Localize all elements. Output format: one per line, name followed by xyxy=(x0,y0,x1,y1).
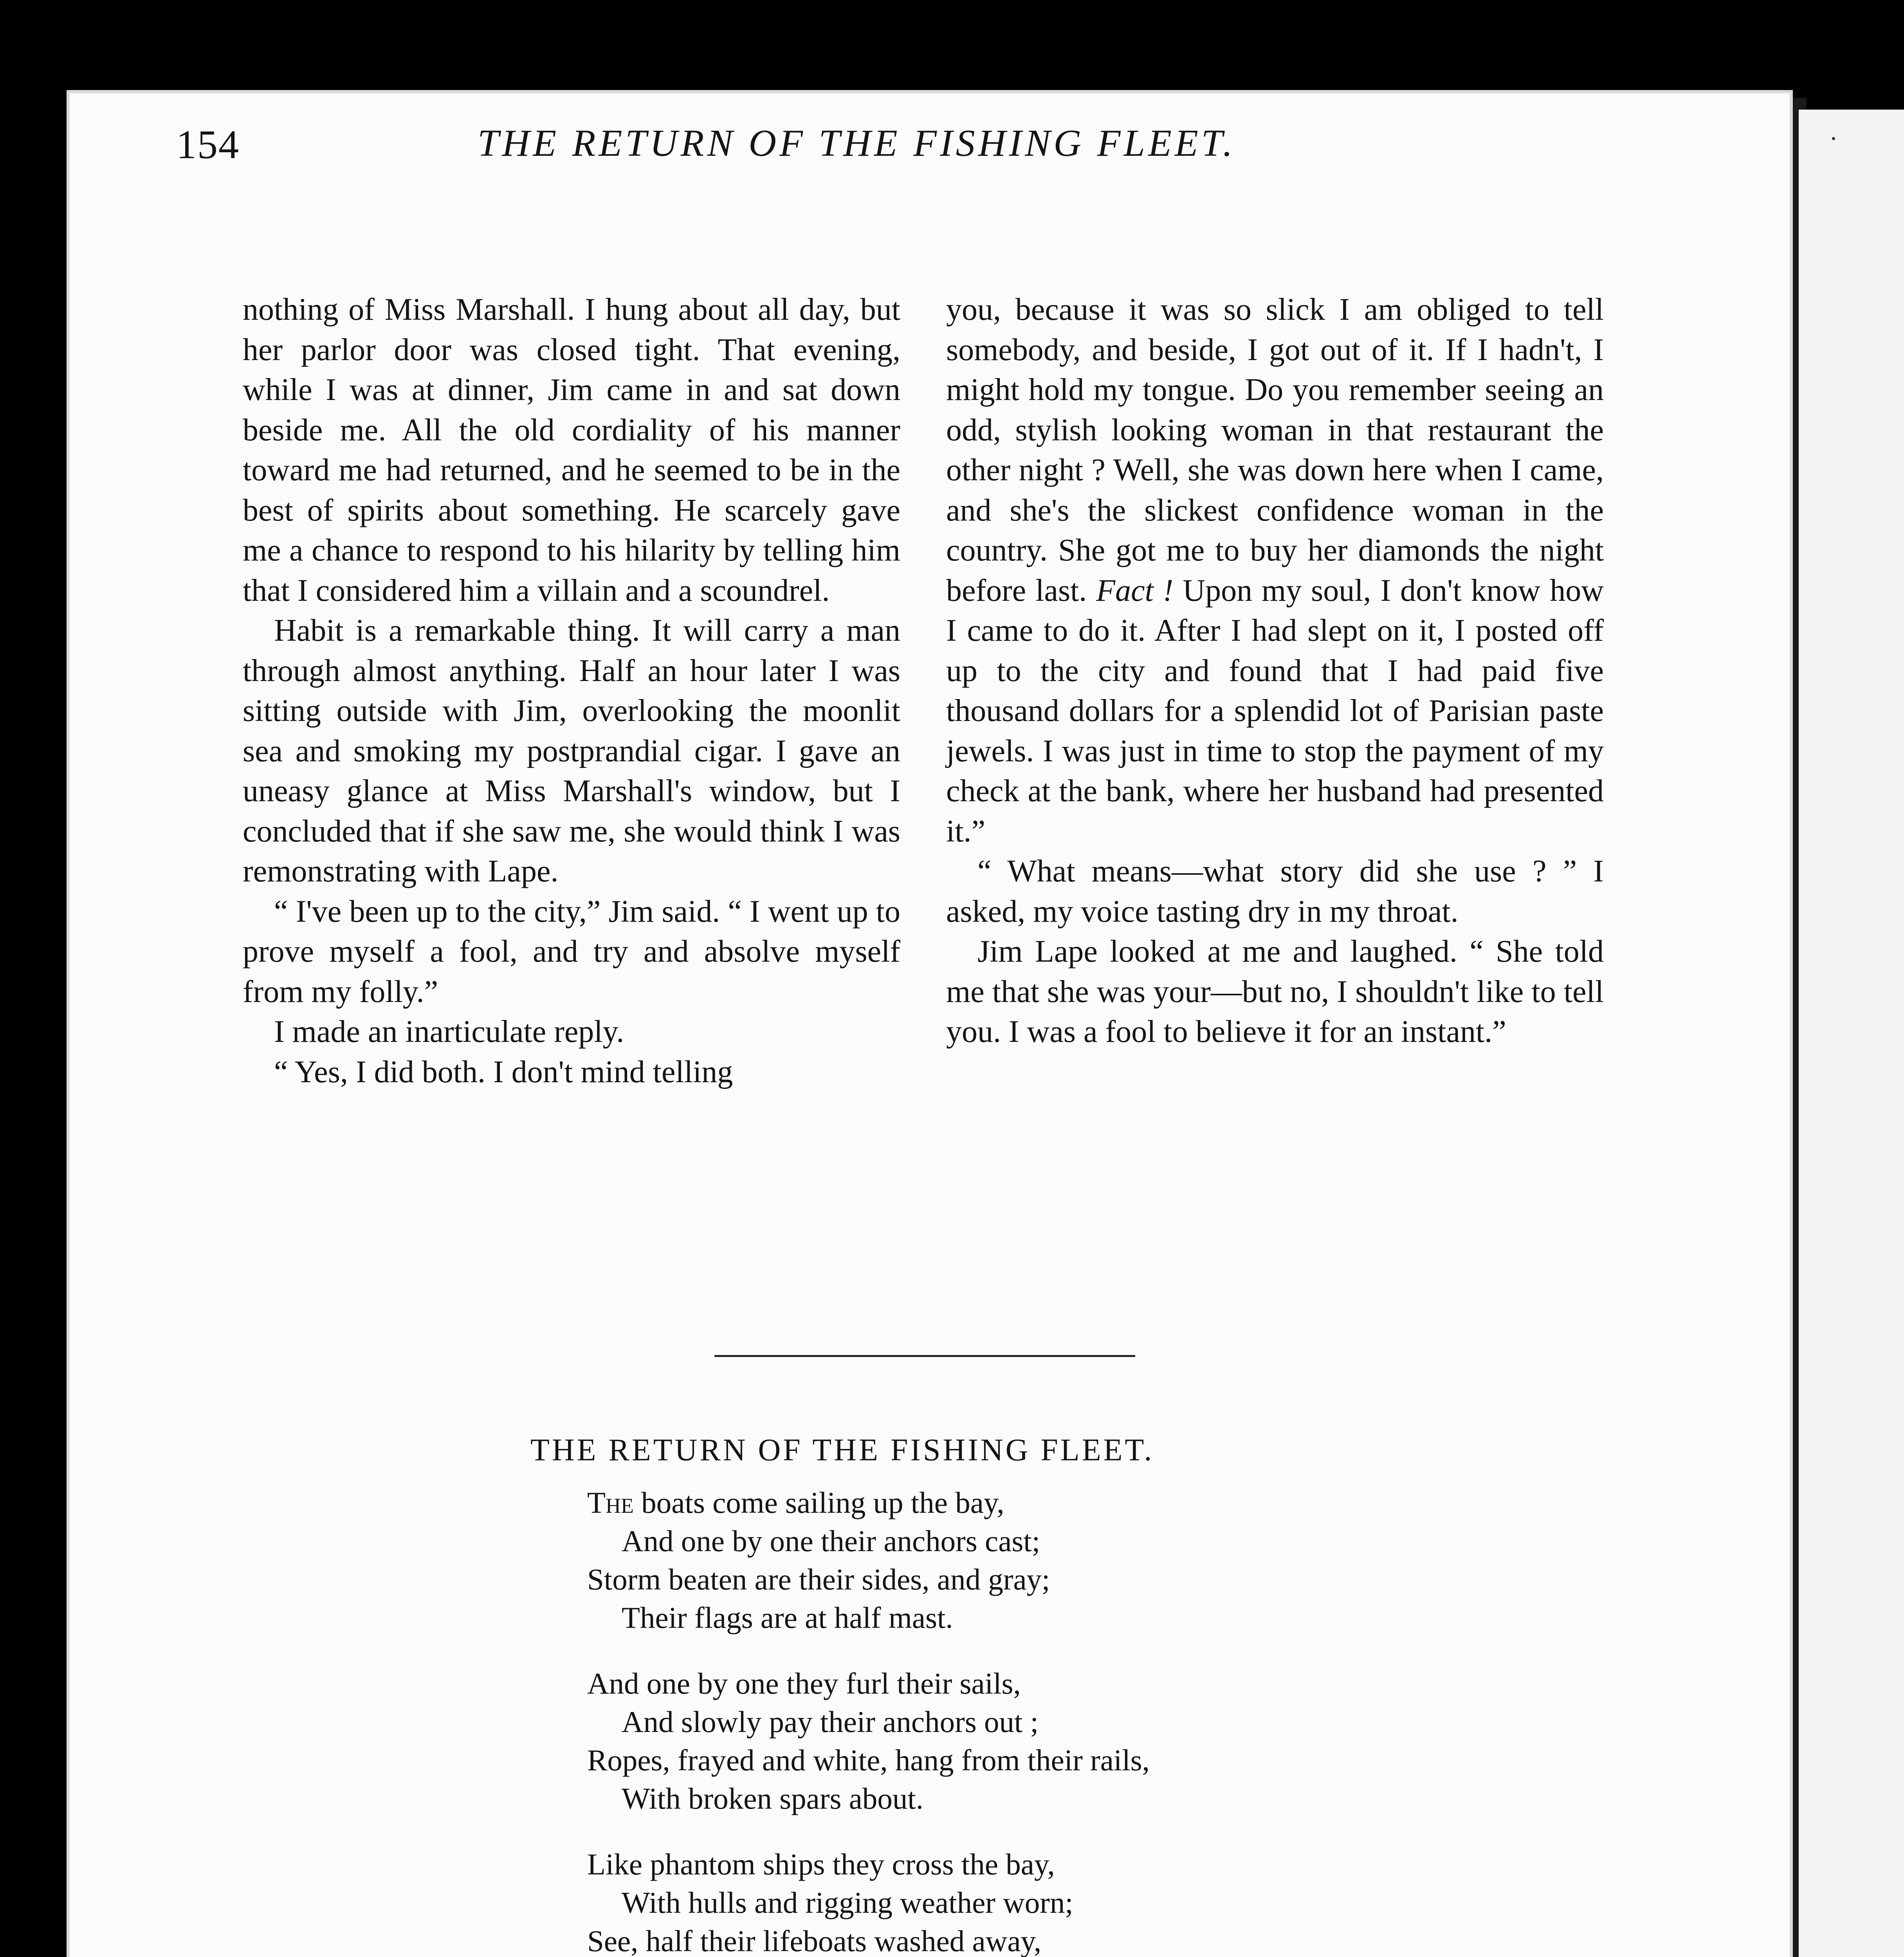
poem-line: Their flags are at half mast. xyxy=(622,1601,953,1634)
poem-stanza xyxy=(587,1483,1150,1637)
story-paragraph: “ Yes, I did both. I don't mind telling xyxy=(274,1054,733,1089)
story-right-column xyxy=(946,290,1604,1052)
poem-line: Like phantom ships they cross the bay, xyxy=(587,1847,1055,1881)
running-title: THE RETURN OF THE FISHING FLEET. xyxy=(478,122,1236,164)
story-text: Upon my soul, I don't know how I came to do it. After I had slept on it, I posted off up to the city and found that I had paid five thousand dollars for a splendid lot of Parisian paste jewels. I was just in time to stop the payment of my check at the bank, where her husband had presented it.” xyxy=(946,573,1604,849)
page-header xyxy=(0,121,1904,180)
story-paragraph: “ What means—what story did she use ? ” I asked, my voice tasting dry in my throat. xyxy=(946,854,1604,929)
poem-line: With hulls and rigging weather worn; xyxy=(622,1886,1073,1919)
poem-line: Ropes, frayed and white, hang from their rails, xyxy=(587,1743,1150,1777)
poem-line: And one by one their anchors cast; xyxy=(622,1524,1040,1558)
poem-first-word: The xyxy=(587,1486,634,1519)
page-number: 154 xyxy=(176,122,240,167)
poem-line: Storm beaten are their sides, and gray; xyxy=(587,1562,1050,1596)
poem-line-text: boats come sailing up the bay, xyxy=(634,1486,1004,1519)
poem-line: With broken spars about. xyxy=(622,1782,924,1815)
story-paragraph xyxy=(946,290,1604,851)
adjacent-page-edge xyxy=(1799,110,1904,1957)
story-paragraph: nothing of Miss Marshall. I hung about all day, but her parlor door was closed tight. That evening, while I was at dinner, Jim came in and sat down beside me. All the old cordiality of his manner toward me had returned, and he seemed to be in the best of spirits about something. He scarcely gave me a chance to respond to his hilarity by telling him that I considered him a villain and a scoundrel. xyxy=(243,292,900,608)
poem-title: THE RETURN OF THE FISHING FLEET. xyxy=(530,1433,1154,1467)
section-divider xyxy=(714,1355,1135,1357)
poem-stanza xyxy=(587,1845,1150,1957)
poem-line: And slowly pay their anchors out ; xyxy=(622,1705,1039,1739)
story-paragraph: Habit is a remarkable thing. It will carry a man through almost anything. Half an hour later I was sitting outside with Jim, overlooking the moonlit sea and smoking my postprandial cigar. I gave an uneasy glance at Miss Marshall's window, but I concluded that if she saw me, she would think I was remonstrating with Lape. xyxy=(243,613,900,888)
story-left-column xyxy=(243,290,900,1092)
emphasis-text: Fact ! xyxy=(1096,573,1174,608)
story-paragraph: “ I've been up to the city,” Jim said. “ I went up to prove myself a fool, and try and absolve myself from my folly.” xyxy=(243,894,900,1009)
poem-stanza xyxy=(587,1664,1150,1818)
poem-line: And one by one they furl their sails, xyxy=(587,1667,1021,1700)
poem-line: See, half their lifeboats washed away, xyxy=(587,1924,1042,1957)
print-speck xyxy=(1832,137,1835,140)
story-paragraph: Jim Lape looked at me and laughed. “ She told me that she was your—but no, I shouldn't like to tell you. I was a fool to believe it for an instant.” xyxy=(946,934,1604,1049)
poem-body xyxy=(587,1483,1150,1957)
story-text: you, because it was so slick I am obliged to tell somebody, and beside, I got out of it. If I hadn't, I might hold my tongue. Do you remember seeing an odd, stylish looking woman in that restaurant the other night ? Well, she was down here when I came, and she's the slickest confidence woman in the country. She got me to buy her diamonds the night before last. xyxy=(946,292,1604,608)
poem-line xyxy=(587,1483,1150,1522)
story-paragraph: I made an inarticulate reply. xyxy=(274,1015,624,1049)
